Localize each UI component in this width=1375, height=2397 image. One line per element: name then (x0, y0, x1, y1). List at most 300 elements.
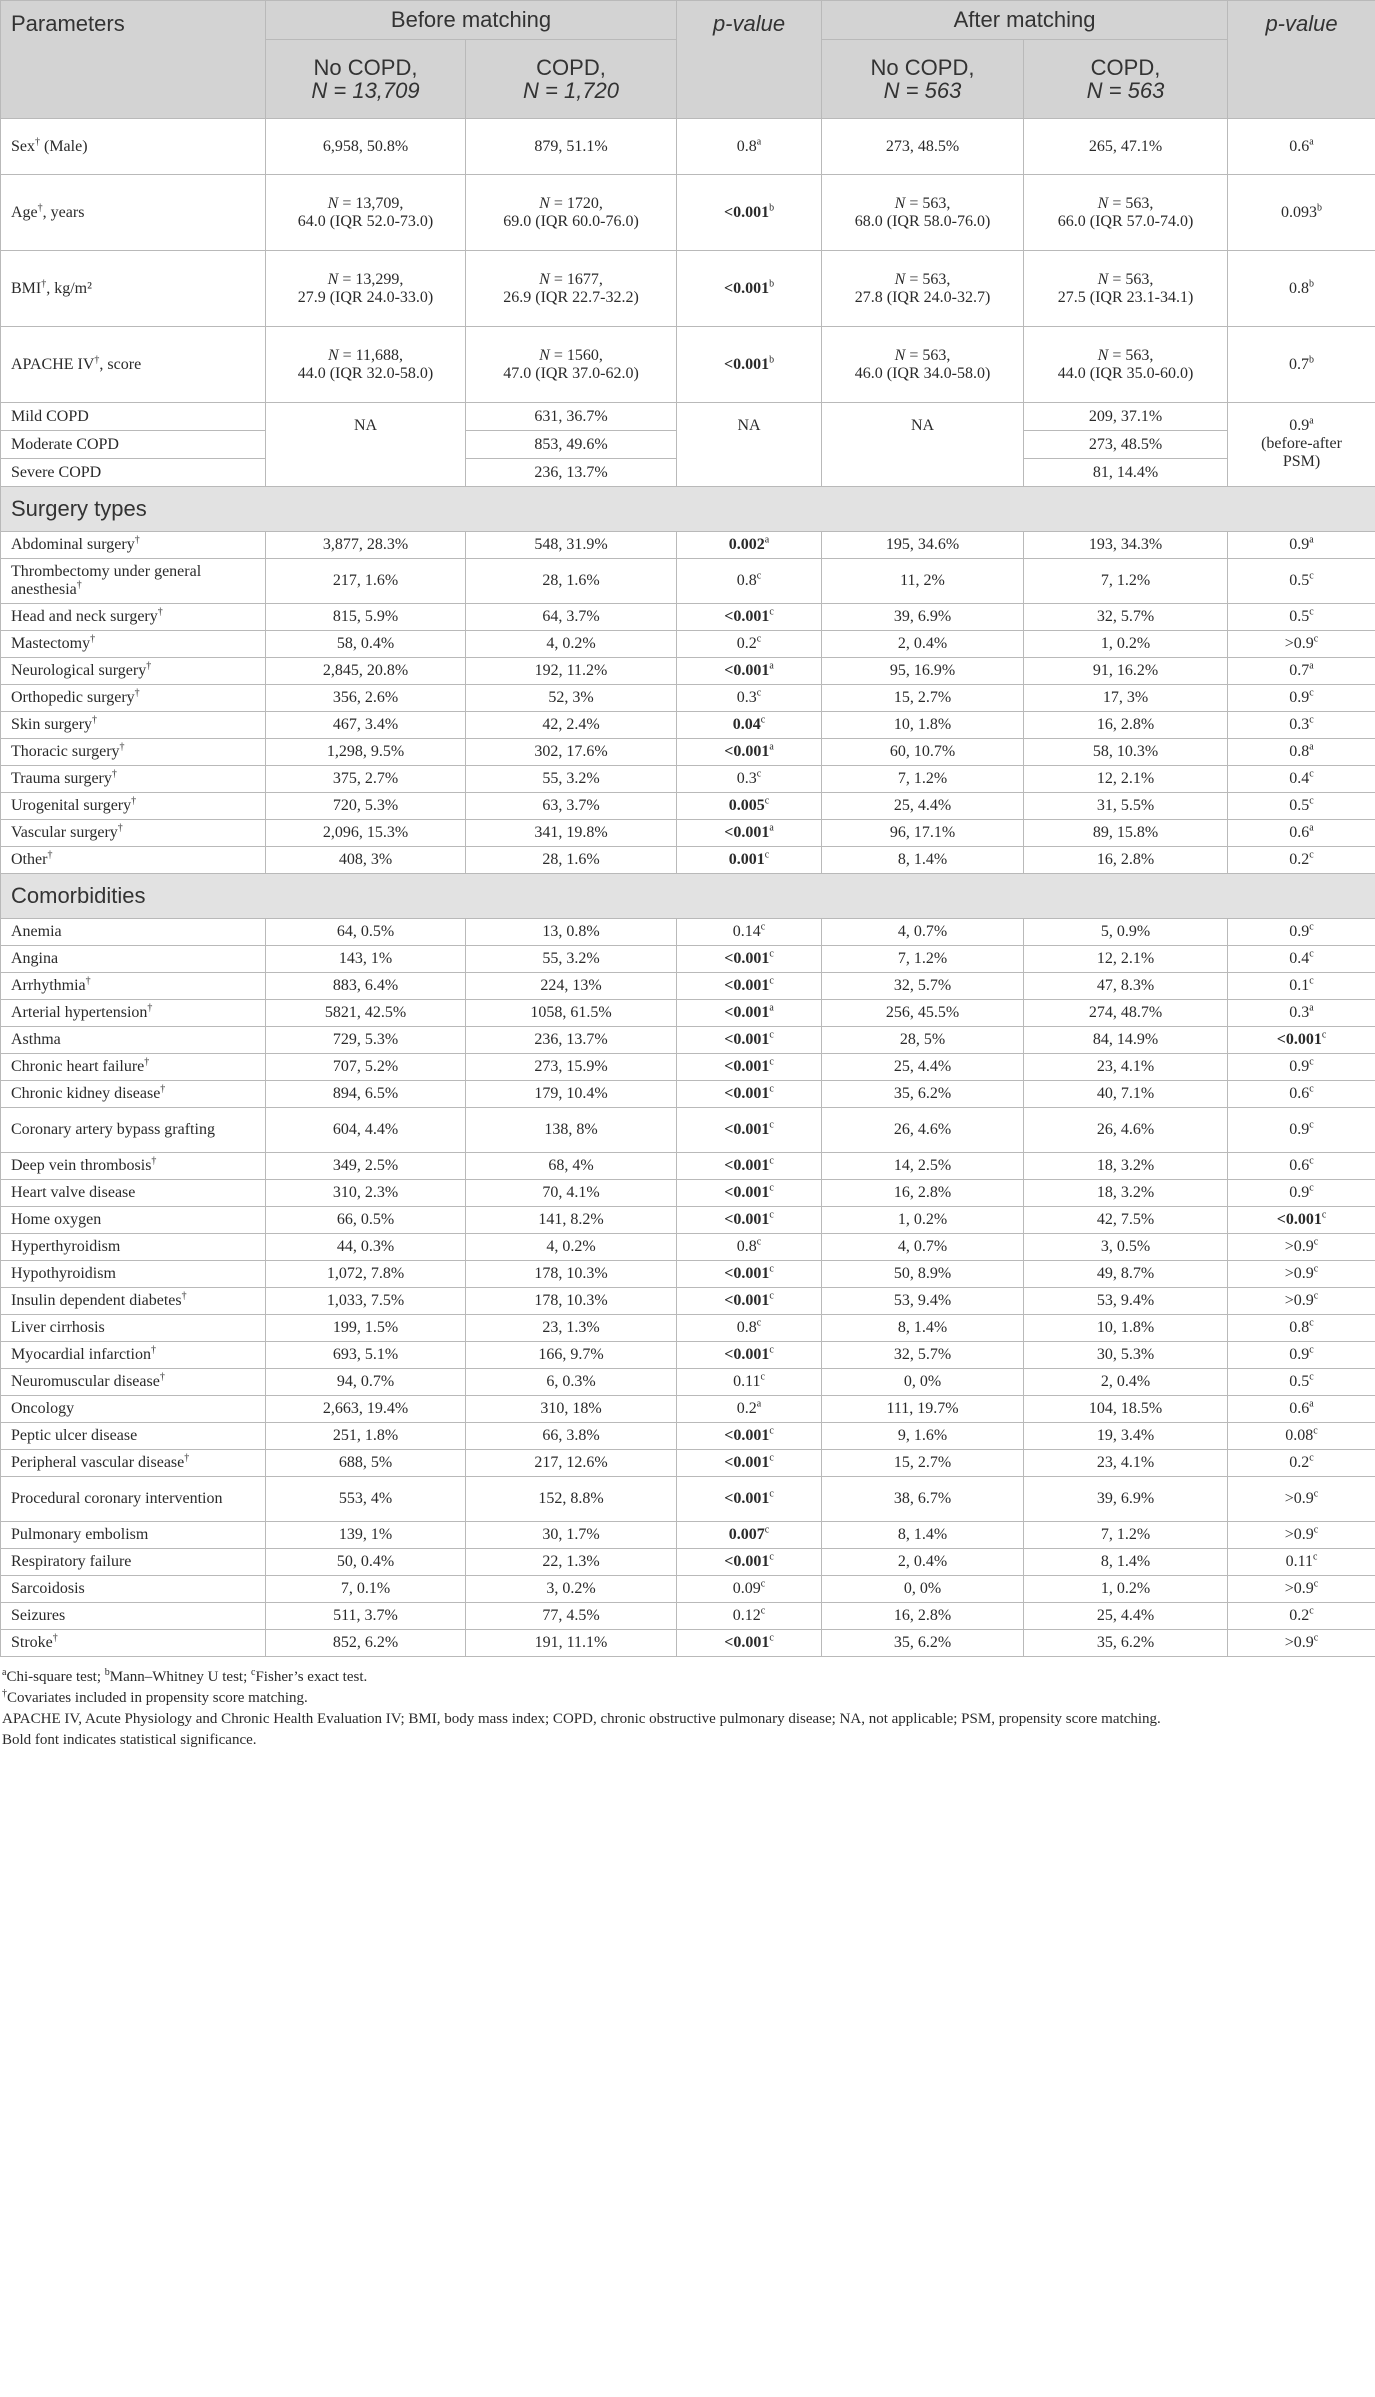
cell-copd-after: 18, 3.2% (1024, 1180, 1228, 1207)
superscript: c (769, 1452, 774, 1464)
p-value-text: 0.9 (1289, 417, 1310, 434)
row-label: Urogenital surgery† (1, 793, 266, 820)
cell-p-after (1228, 1396, 1375, 1423)
p-value-text: 0.2 (736, 1400, 757, 1417)
cell-copd-before: 631, 36.7% (466, 403, 677, 431)
p-value-text: 0.04 (732, 716, 761, 733)
cell-copd-after: 12, 2.1% (1024, 766, 1228, 793)
cell-copd-after: 12, 2.1% (1024, 946, 1228, 973)
superscript: † (35, 136, 40, 148)
table-row (1, 631, 1375, 658)
p-value-text: <0.001 (724, 608, 770, 625)
superscript: † (131, 795, 137, 807)
cell-no-copd-after: 53, 9.4% (822, 1288, 1024, 1315)
table-row (1, 1108, 1375, 1153)
cell-p-after (1228, 1234, 1375, 1261)
cell-p-before (677, 1369, 822, 1396)
cell-no-copd-after: 50, 8.9% (822, 1261, 1024, 1288)
p-value-text: 0.007 (728, 1526, 765, 1543)
cell-no-copd-before: 3,877, 28.3% (266, 532, 466, 559)
cell-copd-after: 58, 10.3% (1024, 739, 1228, 766)
p-value-text: 0.8 (1289, 1319, 1310, 1336)
cell-no-copd-after: 1, 0.2% (822, 1207, 1024, 1234)
cell-p-after (1228, 793, 1375, 820)
cell-copd-after: 7, 1.2% (1024, 559, 1228, 604)
cell-copd-after: 265, 47.1% (1024, 119, 1228, 175)
superscript: † (157, 606, 163, 618)
row-label: Arterial hypertension† (1, 1000, 266, 1027)
table-row (1, 1450, 1375, 1477)
n-symbol: N (894, 194, 906, 212)
p-value-text: 0.08 (1285, 1427, 1314, 1444)
cell-no-copd-after: 35, 6.2% (822, 1630, 1024, 1657)
p-value-text: 0.7 (1289, 662, 1310, 679)
cell-copd-after: 32, 5.7% (1024, 604, 1228, 631)
superscript: c (1309, 570, 1314, 582)
cell-copd-before: 28, 1.6% (466, 559, 677, 604)
superscript: c (769, 975, 774, 987)
superscript: a (1309, 1002, 1314, 1014)
cell-copd-before: 23, 1.3% (466, 1315, 677, 1342)
cell-copd-before: 179, 10.4% (466, 1081, 677, 1108)
p-value-text: 0.6 (1289, 137, 1310, 155)
cell-p-before (677, 1207, 822, 1234)
superscript: c (1309, 1182, 1314, 1194)
cell-no-copd-after: 32, 5.7% (822, 973, 1024, 1000)
cell-p-before (677, 919, 822, 946)
row-label: Chronic kidney disease† (1, 1081, 266, 1108)
cell-copd-after: 209, 37.1% (1024, 403, 1228, 431)
cell-no-copd-after: 8, 1.4% (822, 847, 1024, 874)
cell-copd-after: 25, 4.4% (1024, 1603, 1228, 1630)
p-value-text: 0.9 (1289, 536, 1310, 553)
row-label: Neurological surgery† (1, 658, 266, 685)
superscript: † (184, 1452, 190, 1464)
cell-p-after (1228, 1450, 1375, 1477)
table-row (1, 820, 1375, 847)
cell-no-copd-before: 894, 6.5% (266, 1081, 466, 1108)
row-label: Myocardial infarction† (1, 1342, 266, 1369)
cell-copd-after: 18, 3.2% (1024, 1153, 1228, 1180)
cell-p-after (1228, 1630, 1375, 1657)
superscript: c (769, 1029, 774, 1041)
cell-p-before (677, 175, 822, 251)
cell-copd-after: 273, 48.5% (1024, 431, 1228, 459)
p-value-text: <0.001 (724, 1634, 770, 1651)
table-row (1, 973, 1375, 1000)
p-value-text: 0.9 (1289, 1184, 1310, 1201)
cell-no-copd-after: 7, 1.2% (822, 946, 1024, 973)
p-value-text: 0.9 (1289, 689, 1310, 706)
cell-no-copd-after: 14, 2.5% (822, 1153, 1024, 1180)
header-p-value-before: p-value (677, 1, 822, 119)
superscript: † (150, 1344, 156, 1356)
cell-copd-after: 53, 9.4% (1024, 1288, 1228, 1315)
row-label: Anemia (1, 919, 266, 946)
cell-p-before (677, 766, 822, 793)
superscript: c (756, 570, 762, 582)
cell-p-after (1228, 1081, 1375, 1108)
cell-no-copd-after: 16, 2.8% (822, 1603, 1024, 1630)
row-label: Chronic heart failure† (1, 1054, 266, 1081)
cell-p-after (1228, 251, 1375, 327)
cell-copd-before: 4, 0.2% (466, 631, 677, 658)
table-row (1, 1342, 1375, 1369)
cell-no-copd-after: 10, 1.8% (822, 712, 1024, 739)
superscript: † (119, 741, 125, 753)
cell-p-after (1228, 919, 1375, 946)
row-label: APACHE IV†, score (1, 327, 266, 403)
cell-copd-before: N = 1560, 47.0 (IQR 37.0-62.0) (466, 327, 677, 403)
cell-copd-before: 310, 18% (466, 1396, 677, 1423)
row-label: Deep vein thrombosis† (1, 1153, 266, 1180)
p-value-text: 0.3 (736, 689, 757, 706)
cell-no-copd-before: N = 11,688, 44.0 (IQR 32.0-58.0) (266, 327, 466, 403)
p-value-text: <0.001 (724, 1058, 770, 1075)
cell-p-before (677, 946, 822, 973)
cell-no-copd-before: 349, 2.5% (266, 1153, 466, 1180)
cell-copd-after: 3, 0.5% (1024, 1234, 1228, 1261)
header-copd-before: COPD, N = 1,720 (466, 40, 677, 119)
p-value-text: <0.001 (1276, 1031, 1322, 1048)
cell-no-copd-before: 1,033, 7.5% (266, 1288, 466, 1315)
table-row (1, 1522, 1375, 1549)
superscript: b (104, 1667, 110, 1678)
cell-p-before (677, 1522, 822, 1549)
cell-no-copd-after: 2, 0.4% (822, 631, 1024, 658)
cell-no-copd-before: 310, 2.3% (266, 1180, 466, 1207)
cell-p-before: NA (677, 403, 822, 487)
p-value-text: <0.001 (723, 279, 770, 297)
cell-copd-before: 217, 12.6% (466, 1450, 677, 1477)
cell-copd-before: 4, 0.2% (466, 1234, 677, 1261)
cell-copd-before: 42, 2.4% (466, 712, 677, 739)
superscript: † (41, 278, 47, 290)
p-value-text: <0.001 (723, 355, 770, 373)
superscript: c (1313, 1488, 1319, 1500)
table-row (1, 175, 1375, 251)
cell-no-copd-before: 1,072, 7.8% (266, 1261, 466, 1288)
cell-copd-after: 31, 5.5% (1024, 793, 1228, 820)
row-label: Age†, years (1, 175, 266, 251)
cell-no-copd-after: 25, 4.4% (822, 1054, 1024, 1081)
cell-no-copd-before: 139, 1% (266, 1522, 466, 1549)
superscript: † (37, 202, 43, 214)
cell-no-copd-after: N = 563, 68.0 (IQR 58.0-76.0) (822, 175, 1024, 251)
cell-no-copd-after: N = 563, 46.0 (IQR 34.0-58.0) (822, 327, 1024, 403)
p-value-text: 0.1 (1289, 977, 1310, 994)
cell-copd-after: 81, 14.4% (1024, 459, 1228, 487)
cell-copd-after: 7, 1.2% (1024, 1522, 1228, 1549)
superscript: c (1309, 795, 1314, 807)
superscript: c (769, 1056, 774, 1068)
cell-no-copd-before: 7, 0.1% (266, 1576, 466, 1603)
cell-copd-before: 55, 3.2% (466, 946, 677, 973)
cell-copd-after: 40, 7.1% (1024, 1081, 1228, 1108)
cell-copd-before: 879, 51.1% (466, 119, 677, 175)
table-row (1, 604, 1375, 631)
p-value-text: 0.14 (732, 923, 761, 940)
table-row (1, 1369, 1375, 1396)
cell-p-after (1228, 119, 1375, 175)
header-after-matching: After matching (822, 1, 1228, 40)
p-value-text: 0.5 (1289, 1373, 1310, 1390)
cell-copd-after: 104, 18.5% (1024, 1396, 1228, 1423)
p-value-text: 0.12 (732, 1607, 761, 1624)
table-row (1, 119, 1375, 175)
cell-no-copd-after: 8, 1.4% (822, 1522, 1024, 1549)
superscript: c (1313, 1263, 1319, 1275)
cell-no-copd-before: 720, 5.3% (266, 793, 466, 820)
p-value-text: 0.7 (1289, 355, 1310, 373)
cell-p-before (677, 1315, 822, 1342)
superscript: † (134, 534, 140, 546)
p-value-text: <0.001 (724, 1157, 770, 1174)
table-row (1, 559, 1375, 604)
p-value-text: 0.8 (1289, 743, 1310, 760)
p-value-text: 0.9 (1289, 923, 1310, 940)
cell-p-after (1228, 1180, 1375, 1207)
cell-no-copd-before: 94, 0.7% (266, 1369, 466, 1396)
cell-no-copd-after: N = 563, 27.8 (IQR 24.0-32.7) (822, 251, 1024, 327)
superscript: c (769, 948, 774, 960)
cell-copd-before: 138, 8% (466, 1108, 677, 1153)
p-value-text: <0.001 (724, 743, 770, 760)
cell-copd-before: 6, 0.3% (466, 1369, 677, 1396)
row-label: Mild COPD (1, 403, 266, 431)
cell-no-copd-before: 688, 5% (266, 1450, 466, 1477)
cell-copd-after: 91, 16.2% (1024, 658, 1228, 685)
superscript: † (85, 975, 91, 987)
superscript: c (1309, 768, 1314, 780)
row-label: Stroke† (1, 1630, 266, 1657)
cell-p-after (1228, 1153, 1375, 1180)
p-value-text: 0.11 (1285, 1553, 1313, 1570)
superscript: c (1313, 633, 1319, 645)
cell-p-before (677, 685, 822, 712)
n-symbol: N (894, 270, 906, 288)
superscript: † (160, 1083, 166, 1095)
cell-copd-after: N = 563, 44.0 (IQR 35.0-60.0) (1024, 327, 1228, 403)
cell-p-after (1228, 631, 1375, 658)
superscript: c (1309, 687, 1314, 699)
superscript: † (159, 1371, 165, 1383)
p-value-text: 0.001 (728, 851, 765, 868)
cell-no-copd-before: 693, 5.1% (266, 1342, 466, 1369)
superscript: a (1309, 534, 1314, 546)
cell-no-copd-before: 143, 1% (266, 946, 466, 973)
cell-copd-before: 191, 11.1% (466, 1630, 677, 1657)
superscript: a (2, 1667, 7, 1678)
cell-no-copd-after: 111, 19.7% (822, 1396, 1024, 1423)
cell-p-before (677, 1603, 822, 1630)
cell-no-copd-before: NA (266, 403, 466, 487)
superscript: c (1309, 849, 1314, 861)
p-value-text: <0.001 (724, 1211, 770, 1228)
cell-no-copd-before: 50, 0.4% (266, 1549, 466, 1576)
p-value-text: 0.4 (1289, 770, 1310, 787)
footnote-line: $^a$Chi-square test; $^b$Mann–Whitney U test; $^c$Fisher’s exact test. (2, 1667, 368, 1685)
cell-copd-after: 16, 2.8% (1024, 712, 1228, 739)
table-row (1, 1477, 1375, 1522)
p-value-text: 0.3 (1289, 1004, 1310, 1021)
table-row (1, 532, 1375, 559)
superscript: c (769, 1344, 774, 1356)
superscript: † (76, 579, 82, 591)
row-label: Respiratory failure (1, 1549, 266, 1576)
row-label: Moderate COPD (1, 431, 266, 459)
table-row (1, 1000, 1375, 1027)
row-label: Mastectomy† (1, 631, 266, 658)
row-label: Peripheral vascular disease† (1, 1450, 266, 1477)
cell-copd-before: 52, 3% (466, 685, 677, 712)
p-value-text: <0.001 (724, 1292, 770, 1309)
p-value-text: 0.5 (1289, 797, 1310, 814)
table-row (1, 658, 1375, 685)
p-value-text: 0.9 (1289, 1058, 1310, 1075)
cell-no-copd-after: 26, 4.6% (822, 1108, 1024, 1153)
superscript: c (769, 606, 774, 618)
superscript: c (1321, 1209, 1327, 1221)
superscript: c (760, 1578, 766, 1590)
row-label: Abdominal surgery† (1, 532, 266, 559)
cell-copd-after: 274, 48.7% (1024, 1000, 1228, 1027)
table-row (1, 327, 1375, 403)
cell-p-before (677, 1423, 822, 1450)
n-symbol: N (327, 346, 339, 364)
superscript: c (251, 1667, 256, 1678)
footnote-line: APACHE IV, Acute Physiology and Chronic Health Evaluation IV; BMI, body mass index; COPD, chronic obstructive pulmonary disease; NA, not applicable; PSM, propensity score matching. (2, 1711, 1161, 1727)
superscript: a (1309, 136, 1314, 148)
p-value-text: >0.9 (1284, 1292, 1314, 1309)
cell-p-before (677, 1000, 822, 1027)
row-label: Angina (1, 946, 266, 973)
cell-p-before (677, 119, 822, 175)
table-row (1, 793, 1375, 820)
cell-p-before (677, 1027, 822, 1054)
superscript: a (769, 1002, 774, 1014)
cell-no-copd-before: 6,958, 50.8% (266, 119, 466, 175)
p-value-text: <0.001 (724, 950, 770, 967)
superscript: a (1309, 822, 1314, 834)
superscript: c (769, 1119, 774, 1131)
superscript: b (1317, 202, 1323, 214)
cell-no-copd-before: 64, 0.5% (266, 919, 466, 946)
n-symbol: N (894, 346, 906, 364)
cell-copd-after: 19, 3.4% (1024, 1423, 1228, 1450)
superscript: c (756, 633, 762, 645)
superscript: c (1309, 606, 1314, 618)
cell-copd-before: 22, 1.3% (466, 1549, 677, 1576)
table-row (1, 739, 1375, 766)
superscript: c (769, 1083, 774, 1095)
superscript: † (2, 1688, 7, 1699)
cell-no-copd-before: 251, 1.8% (266, 1423, 466, 1450)
p-value-text: 0.2 (1289, 851, 1310, 868)
cell-p-after (1228, 1576, 1375, 1603)
superscript: † (52, 1632, 58, 1644)
cell-p-before (677, 793, 822, 820)
n-symbol: N (539, 346, 550, 364)
row-label: Vascular surgery† (1, 820, 266, 847)
cell-p-after (1228, 604, 1375, 631)
p-value-text: 0.8 (736, 137, 757, 155)
cell-p-before (677, 712, 822, 739)
cell-copd-after: 39, 6.9% (1024, 1477, 1228, 1522)
table-row (1, 919, 1375, 946)
cell-no-copd-after: 0, 0% (822, 1576, 1024, 1603)
row-label: Asthma (1, 1027, 266, 1054)
p-value-text: >0.9 (1284, 635, 1314, 652)
cell-no-copd-after: 39, 6.9% (822, 604, 1024, 631)
superscript: † (94, 354, 100, 366)
row-label: Hypothyroidism (1, 1261, 266, 1288)
superscript: a (756, 136, 762, 148)
superscript: c (769, 1263, 774, 1275)
superscript: † (111, 768, 117, 780)
header-parameters: Parameters (1, 1, 266, 119)
superscript: c (769, 1155, 774, 1167)
cell-copd-after: 84, 14.9% (1024, 1027, 1228, 1054)
header-copd-after: COPD, N = 563 (1024, 40, 1228, 119)
superscript: c (1313, 1632, 1319, 1644)
cell-copd-after: 1, 0.2% (1024, 1576, 1228, 1603)
cell-p-after (1228, 739, 1375, 766)
p-value-text: <0.001 (724, 1553, 770, 1570)
cell-no-copd-after: 25, 4.4% (822, 793, 1024, 820)
row-label: BMI†, kg/m² (1, 251, 266, 327)
superscript: † (144, 1056, 150, 1068)
cell-no-copd-before: 511, 3.7% (266, 1603, 466, 1630)
table-row (1, 1396, 1375, 1423)
cell-copd-after: 26, 4.6% (1024, 1108, 1228, 1153)
p-value-text: 0.002 (728, 536, 765, 553)
p-value-text: <0.001 (724, 1265, 770, 1282)
cell-p-after (1228, 1549, 1375, 1576)
superscript: c (1309, 1083, 1314, 1095)
cell-p-before (677, 1342, 822, 1369)
table-footnotes (0, 1657, 1375, 1751)
header-before-matching: Before matching (266, 1, 677, 40)
cell-no-copd-before: N = 13,709, 64.0 (IQR 52.0-73.0) (266, 175, 466, 251)
cell-p-after (1228, 532, 1375, 559)
cell-no-copd-before: 2,096, 15.3% (266, 820, 466, 847)
cell-p-after (1228, 946, 1375, 973)
cell-copd-before: 236, 13.7% (466, 459, 677, 487)
cell-p-before (677, 1180, 822, 1207)
superscript: † (134, 687, 140, 699)
row-label: Seizures (1, 1603, 266, 1630)
cell-no-copd-after: 4, 0.7% (822, 919, 1024, 946)
p-value-text: 0.4 (1289, 950, 1310, 967)
p-value-text: 0.6 (1289, 1157, 1310, 1174)
cell-no-copd-after: 32, 5.7% (822, 1342, 1024, 1369)
superscript: c (760, 1605, 766, 1617)
cell-no-copd-before: 467, 3.4% (266, 712, 466, 739)
cell-copd-before: 63, 3.7% (466, 793, 677, 820)
cell-p-after (1228, 1288, 1375, 1315)
p-value-text: 0.8 (1289, 279, 1310, 297)
superscript: a (769, 822, 774, 834)
cell-copd-before: 236, 13.7% (466, 1027, 677, 1054)
superscript: † (90, 633, 96, 645)
p-value-text: 0.11 (733, 1373, 761, 1390)
table-row (1, 1315, 1375, 1342)
cell-p-before (677, 604, 822, 631)
footnote-line: Bold font indicates statistical significance. (2, 1732, 257, 1748)
cell-no-copd-before: 375, 2.7% (266, 766, 466, 793)
superscript: c (760, 1371, 765, 1383)
